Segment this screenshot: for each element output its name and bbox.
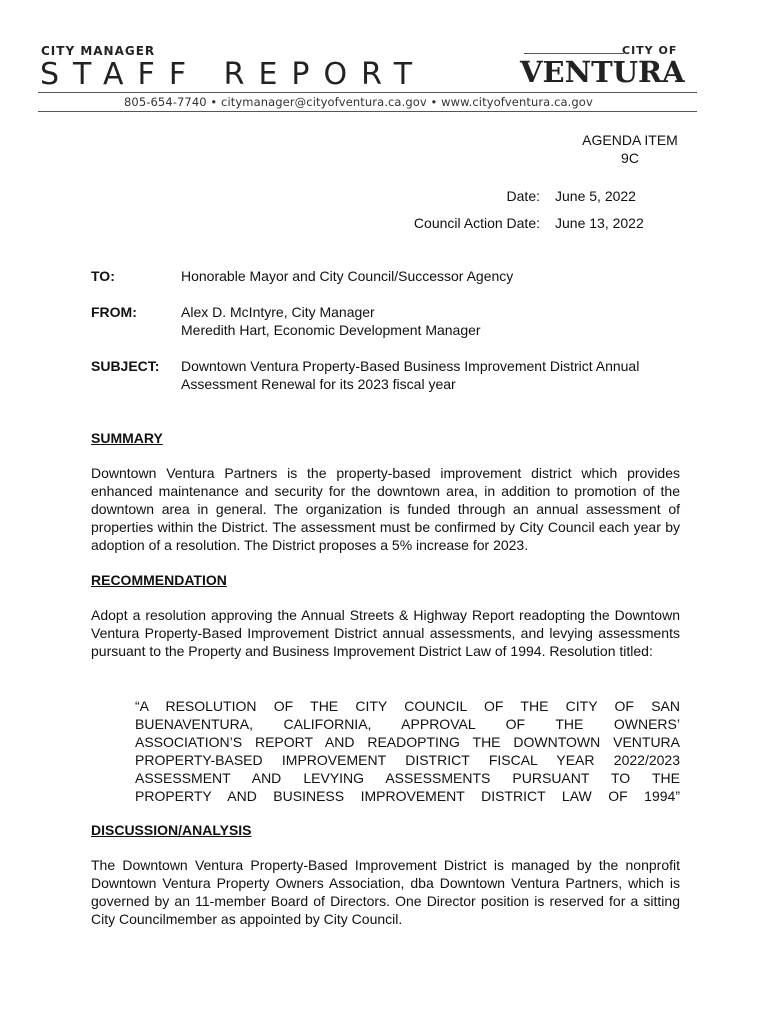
from-line-2: Meredith Hart, Economic Development Manager [181, 322, 481, 338]
to-label: TO: [91, 268, 115, 284]
quote-line: BUENAVENTURA, CALIFORNIA, APPROVAL OF THE OWNERS’ [135, 716, 680, 732]
date-label: Date: [506, 188, 540, 204]
agenda-item-label: AGENDA ITEM [582, 132, 678, 148]
discussion-heading: DISCUSSION/ANALYSIS [91, 822, 252, 838]
city-of-label: CITY OF [622, 44, 678, 57]
quote-line: PROPERTY-BASED IMPROVEMENT DISTRICT FISCAL YEAR 2022/2023 [135, 752, 680, 768]
city-logo: VENTURA [520, 55, 685, 89]
discussion-text: The Downtown Ventura Property-Based Improvement District is managed by the nonprofit Downtown Ventura Property Owners Association, dba Downtown Ventura Partners, which is governed by an 11-member Board of Directors. One Director position is reserved for a sitting City Councilmember as appointed by City Council. [91, 857, 680, 927]
from-label: FROM: [91, 304, 137, 320]
recommendation-text: Adopt a resolution approving the Annual Streets & Highway Report readopting the Downtown Ventura Property-Based Improvement District annual assessments, and levying assessments pursuant to the Property and Business Improvement District Law of 1994. Resolution titled: [91, 607, 680, 659]
quote-line: ASSOCIATION’S REPORT AND READOPTING THE DOWNTOWN VENTURA [135, 734, 680, 750]
report-title: STAFF REPORT [40, 57, 427, 92]
contact-line: 805-654-7740 • citymanager@cityofventura.ca.gov • www.cityofventura.ca.gov [124, 95, 593, 109]
summary-text: Downtown Ventura Partners is the property-based improvement district which provides enhanced maintenance and security for the downtown area, in addition to promotion of the downtown area in general. The organization is funded through an annual assessment of properties within the District. The assessment must be confirmed by City Council each year by adoption of a resolution. The District proposes a 5% increase for 2023. [91, 465, 680, 553]
department-label: CITY MANAGER [41, 44, 156, 58]
quote-line: “A RESOLUTION OF THE CITY COUNCIL OF THE CITY OF SAN [135, 698, 680, 714]
subject-line-1: Downtown Ventura Property-Based Business Improvement District Annual [181, 358, 640, 374]
date-value: June 5, 2022 [555, 188, 636, 204]
header-rule-bottom [38, 111, 697, 112]
subject-label: SUBJECT: [91, 358, 160, 374]
resolution-title-quote [135, 697, 680, 805]
council-date-label: Council Action Date: [413, 215, 540, 231]
subject-line-2: Assessment Renewal for its 2023 fiscal year [181, 376, 456, 392]
council-date-value: June 13, 2022 [555, 215, 644, 231]
to-value: Honorable Mayor and City Council/Successor Agency [181, 268, 514, 284]
from-line-1: Alex D. McIntyre, City Manager [181, 304, 375, 320]
header-rule-top [38, 92, 697, 93]
recommendation-heading: RECOMMENDATION [91, 572, 227, 588]
quote-line: ASSESSMENT AND LEVYING ASSESSMENTS PURSUANT TO THE [135, 770, 680, 786]
quote-line: PROPERTY AND BUSINESS IMPROVEMENT DISTRICT LAW OF 1994” [135, 788, 680, 804]
summary-heading: SUMMARY [91, 430, 163, 446]
header-rule-short [524, 53, 624, 54]
agenda-item-number: 9C [621, 150, 639, 166]
